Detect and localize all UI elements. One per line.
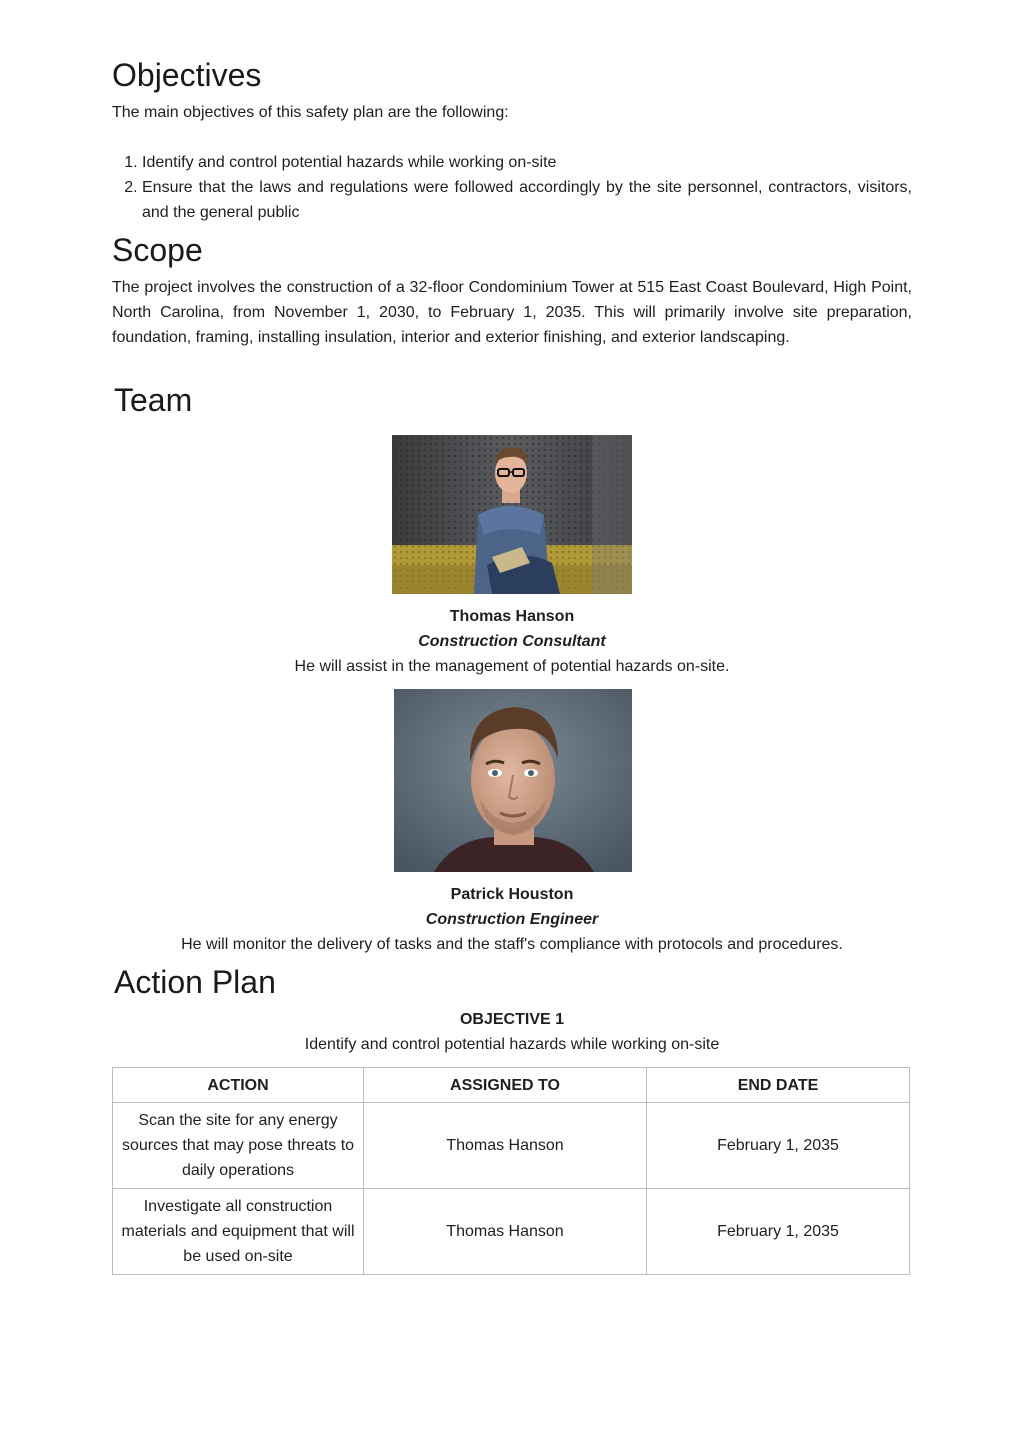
column-header-action: ACTION (113, 1068, 364, 1103)
thomas-hanson-photo (392, 435, 632, 594)
scope-text: The project involves the construction of a 32-floor Condominium Tower at 515 East Coast Boulevard, High Point, North Carolina, from November 1, 2030, to February 1, 2035. This will primarily involve site preparation, foundation, framing, installing insulation, interior and exterior finishing, and exterior landscaping. (112, 279, 912, 346)
table-header-row (113, 1068, 910, 1103)
column-header-end-date: END DATE (647, 1068, 910, 1103)
action-cell: Scan the site for any energy sources that may pose threats to daily operations (113, 1103, 364, 1189)
member-description: He will assist in the management of potential hazards on-site. (294, 658, 730, 675)
objective-label: OBJECTIVE 1 (459, 1011, 565, 1028)
objective-item: 1. Identify and control potential hazards while working on-site (142, 150, 912, 175)
assigned-to-cell: Thomas Hanson (364, 1189, 647, 1275)
action-plan-table (112, 1067, 910, 1275)
member-name: Thomas Hanson (449, 608, 575, 625)
member-role: Construction Engineer (425, 911, 599, 928)
action-cell: Investigate all construction materials and equipment that will be used on-site (113, 1189, 364, 1275)
column-header-assigned-to: ASSIGNED TO (364, 1068, 647, 1103)
end-date-cell: February 1, 2035 (647, 1189, 910, 1275)
objective-item: 2. Ensure that the laws and regulations were followed accordingly by the site personnel, contractors, visitors, and the general public (142, 175, 912, 225)
engineer-portrait-image (394, 689, 632, 872)
action-plan-heading: Action Plan (114, 964, 276, 1000)
objectives-list (112, 150, 912, 225)
member-description: He will monitor the delivery of tasks and the staff's compliance with protocols and procedures. (181, 936, 843, 953)
member-role: Construction Consultant (418, 633, 606, 650)
consultant-portrait-image (392, 435, 632, 594)
team-heading: Team (114, 382, 193, 418)
patrick-houston-photo (394, 689, 632, 872)
assigned-to-cell: Thomas Hanson (364, 1103, 647, 1189)
table-row (113, 1189, 910, 1275)
table-row (113, 1103, 910, 1189)
objectives-intro: The main objectives of this safety plan are the following: (112, 104, 509, 121)
member-name: Patrick Houston (450, 886, 574, 903)
end-date-cell: February 1, 2035 (647, 1103, 910, 1189)
objective-text: Identify and control potential hazards while working on-site (304, 1036, 720, 1053)
objectives-heading: Objectives (112, 57, 262, 93)
scope-heading: Scope (112, 232, 203, 268)
